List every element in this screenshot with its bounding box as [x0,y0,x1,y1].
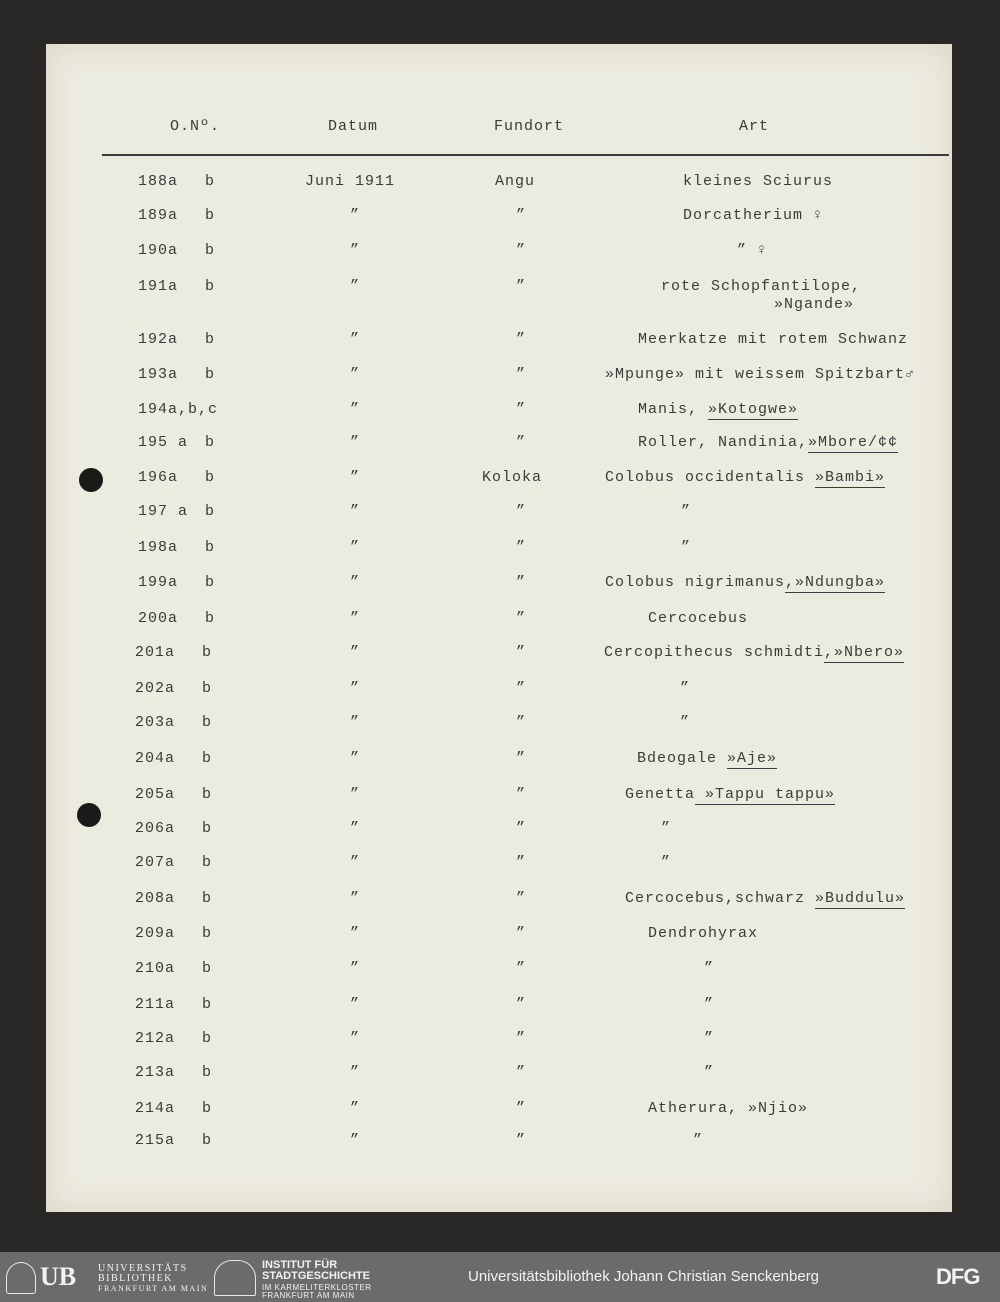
cell-datum: ” [350,242,361,259]
table-row [0,996,1000,1031]
cell-number: 198a [138,539,179,556]
table-row [0,750,1000,785]
cell-datum: ” [350,503,361,520]
cell-number-suffix: b [205,278,216,295]
cell-art [704,996,714,1013]
cell-datum: ” [350,890,361,907]
cell-number-suffix: b [202,1064,213,1081]
cell-art-vernacular-name: »Mbore/¢¢ [808,434,899,451]
cell-number-suffix: b [202,854,213,871]
cell-datum: ” [350,1132,361,1149]
cell-fundort: ” [516,331,527,348]
cell-datum: ” [350,434,361,451]
cell-art-text: Bdeogale [637,750,728,767]
cell-fundort: ” [516,1064,527,1081]
cell-datum: ” [350,366,361,383]
table-row [0,854,1000,889]
header-datum: Datum [328,118,379,135]
cell-number-suffix: b [202,1100,213,1117]
cell-art-text: »Mpunge» mit weissem Spitzbart♂ [605,366,916,383]
cell-datum: ” [350,714,361,731]
table-row [0,925,1000,960]
cell-art-text: Cercocebus,schwarz [625,890,816,907]
table-row [0,644,1000,679]
cell-number-suffix: b [202,960,213,977]
cell-number: 206a [135,820,176,837]
table-row [0,173,1000,208]
cell-number-suffix: b [202,890,213,907]
cell-number: 197 a [138,503,189,520]
cell-fundort: ” [516,680,527,697]
table-row [0,610,1000,645]
cell-fundort: ” [516,786,527,803]
cell-art [681,503,691,520]
cell-fundort: ” [516,1100,527,1117]
cell-art-text: Atherura, »Njio» [648,1100,809,1117]
table-row [0,1100,1000,1135]
table-row [0,820,1000,855]
table-row [0,960,1000,995]
dfg-logo: DFG [936,1264,980,1289]
cell-art-line2: »Ngande» [774,296,855,313]
cell-art-vernacular-name: »Buddulu» [815,890,906,907]
cell-art [605,574,885,591]
cell-number: 195 a [138,434,189,451]
cell-number: 207a [135,854,176,871]
cell-datum: ” [350,278,361,295]
cell-number-suffix: b [205,366,216,383]
cell-number: 215a [135,1132,176,1149]
cell-art-text: Colobus nigrimanus [605,574,786,591]
cell-datum: ” [350,574,361,591]
cell-art-text: ” [704,960,715,977]
cell-number-suffix: b [202,680,213,697]
cell-art-text: rote Schopfantilope, [661,278,862,295]
cell-art [661,278,861,295]
cell-art-text: Genetta [625,786,696,803]
table-row [0,366,1000,401]
cell-fundort: ” [516,1030,527,1047]
cell-number-suffix: b [202,996,213,1013]
cell-fundort: ” [516,207,527,224]
cell-art [605,366,915,383]
footer-library-name: Universitätsbibliothek Johann Christian Senckenberg [468,1268,820,1285]
table-row [0,434,1000,469]
cell-art-text: ” [681,503,692,520]
cell-fundort: ” [516,401,527,418]
cell-art-text: Cercocebus [648,610,749,627]
cell-number-suffix: b [205,539,216,556]
cell-number-suffix: b [202,786,213,803]
cell-fundort: ” [516,503,527,520]
cell-fundort: ” [516,644,527,661]
table-row [0,401,1000,436]
table-row [0,1030,1000,1065]
cell-art-text: ” [704,1030,715,1047]
table-row [0,1132,1000,1167]
cell-number: 199a [138,574,179,591]
ub-logo-text: UNIVERSITÄTS BIBLIOTHEK FRANKFURT AM MAIN [98,1263,209,1293]
cell-art-vernacular-name: »Kotogwe» [708,401,799,418]
cell-number-suffix: b [202,1030,213,1047]
table-row [0,680,1000,715]
cell-fundort: ” [516,539,527,556]
cell-art [683,173,833,190]
cell-number: 214a [135,1100,176,1117]
cell-fundort: ” [516,925,527,942]
cell-art-text: Dorcatherium ♀ [683,207,824,224]
cell-art-text: kleines Sciurus [683,173,834,190]
cell-art [680,714,690,731]
cell-art [638,331,908,348]
cell-number-suffix: b [205,469,216,486]
cell-number: 209a [135,925,176,942]
cell-art-vernacular-name: »Tappu tappu» [695,786,836,803]
cell-art-text: Meerkatze mit rotem Schwanz [638,331,909,348]
cell-art-text: Cercopithecus schmidti [604,644,825,661]
cell-art [638,401,798,418]
cell-art-text: ” [661,820,672,837]
cell-art [638,434,898,451]
cell-art-text: Roller, Nandinia, [638,434,809,451]
cell-art-vernacular-name: »Aje» [727,750,778,767]
cell-datum: ” [350,331,361,348]
cell-number: 200a [138,610,179,627]
cell-fundort: ” [516,750,527,767]
institute-logo-text: INSTITUT FÜR STADTGESCHICHTE [262,1259,370,1282]
table-row [0,469,1000,504]
cell-art [604,644,904,661]
cell-number: 212a [135,1030,176,1047]
cell-number: 192a [138,331,179,348]
header-fundort: Fundort [494,118,565,135]
cell-datum: ” [350,1100,361,1117]
table-row [0,574,1000,609]
cell-number-suffix: b [205,331,216,348]
cell-datum: ” [350,996,361,1013]
cell-art-text: ” ♀ [737,242,768,259]
cell-number-suffix: b [205,242,216,259]
cell-fundort: ” [516,434,527,451]
cell-datum: ” [350,820,361,837]
cell-number: 211a [135,996,176,1013]
cell-number: 196a [138,469,179,486]
cell-number-suffix: b [205,434,216,451]
cell-fundort: ” [516,890,527,907]
cell-art-text: ” [681,539,692,556]
cell-datum: ” [350,401,361,418]
cell-fundort: ” [516,996,527,1013]
cell-datum: ” [350,960,361,977]
cell-art-text: ” [704,1064,715,1081]
cell-datum: ” [350,1064,361,1081]
cell-art [648,1100,808,1117]
cell-datum: ” [350,207,361,224]
cell-datum: ” [350,610,361,627]
cell-number: 203a [135,714,176,731]
cell-art [693,1132,703,1149]
cell-art-text: Dendrohyrax [648,925,759,942]
table-row [0,331,1000,366]
cell-datum: ” [350,750,361,767]
table-row [0,242,1000,277]
header-no: O.Nº. [170,118,221,135]
cell-number: 205a [135,786,176,803]
cell-art [648,610,748,627]
cell-art-text: ” [680,680,691,697]
table-row [0,1064,1000,1099]
cell-number: 204a [135,750,176,767]
table-row [0,786,1000,821]
cell-art-text: ” [693,1132,704,1149]
header-rule [102,154,949,156]
cell-art [704,1030,714,1047]
cell-number-suffix: b [202,925,213,942]
cell-art-vernacular-name: ,»Nbero» [824,644,905,661]
ub-emblem-icon [6,1262,36,1294]
table-row [0,890,1000,925]
cell-number-suffix: b [202,750,213,767]
cell-datum: Juni 1911 [305,173,396,190]
cell-art-vernacular-name: »Bambi» [815,469,886,486]
cell-art [625,786,835,803]
cell-art [704,960,714,977]
cell-number-suffix: b [202,820,213,837]
cell-number: 201a [135,644,176,661]
cell-datum: ” [350,786,361,803]
cell-number: 191a [138,278,179,295]
table-row [0,207,1000,242]
cell-number-suffix: b [202,1132,213,1149]
cell-fundort: ” [516,854,527,871]
cell-number: 210a [135,960,176,977]
cell-fundort: ” [516,278,527,295]
cell-fundort: ” [516,610,527,627]
cell-art [648,925,758,942]
cell-datum: ” [350,469,361,486]
cell-art-text: ” [661,854,672,871]
cell-fundort: ” [516,960,527,977]
cell-fundort: Angu [495,173,536,190]
cell-art-text: ” [704,996,715,1013]
cell-fundort: ” [516,574,527,591]
cell-datum: ” [350,925,361,942]
cell-datum: ” [350,644,361,661]
table-row [0,714,1000,749]
institute-emblem-icon [214,1260,256,1296]
cell-fundort: Koloka [482,469,543,486]
table-row [0,539,1000,574]
cell-datum: ” [350,539,361,556]
cell-art-text: Colobus occidentalis [605,469,816,486]
cell-number-suffix: b [205,207,216,224]
cell-fundort: ” [516,242,527,259]
cell-number: 202a [135,680,176,697]
cell-datum: ” [350,680,361,697]
cell-art [680,680,690,697]
table-row [0,503,1000,538]
cell-art [625,890,905,907]
cell-fundort: ” [516,714,527,731]
cell-art [737,242,767,259]
cell-art-text: ” [680,714,691,731]
cell-number: 189a [138,207,179,224]
cell-fundort: ” [516,820,527,837]
cell-art [605,469,885,486]
cell-number: 194a,b,c [138,401,219,418]
cell-number: 190a [138,242,179,259]
cell-number: 188a [138,173,179,190]
header-art: Art [739,118,770,135]
cell-fundort: ” [516,1132,527,1149]
cell-number: 193a [138,366,179,383]
cell-number-suffix: b [205,610,216,627]
cell-number-suffix: b [205,173,216,190]
cell-number-suffix: b [205,503,216,520]
cell-art-vernacular-name: ,»Ndungba» [785,574,886,591]
cell-number-suffix: b [202,644,213,661]
cell-datum: ” [350,854,361,871]
cell-art [661,854,671,871]
cell-datum: ” [350,1030,361,1047]
cell-number-suffix: b [202,714,213,731]
cell-art [704,1064,714,1081]
cell-art-text: Manis, [638,401,709,418]
cell-art [683,207,823,224]
institute-logo-subtext: IM KARMELITERKLOSTER FRANKFURT AM MAIN [262,1283,372,1300]
cell-number-suffix: b [205,574,216,591]
table-row [0,278,1000,313]
cell-number: 213a [135,1064,176,1081]
cell-number: 208a [135,890,176,907]
ub-logo: UB [40,1262,77,1291]
cell-fundort: ” [516,366,527,383]
footer-bar [0,1252,1000,1302]
cell-art [637,750,777,767]
cell-art [681,539,691,556]
cell-art [661,820,671,837]
